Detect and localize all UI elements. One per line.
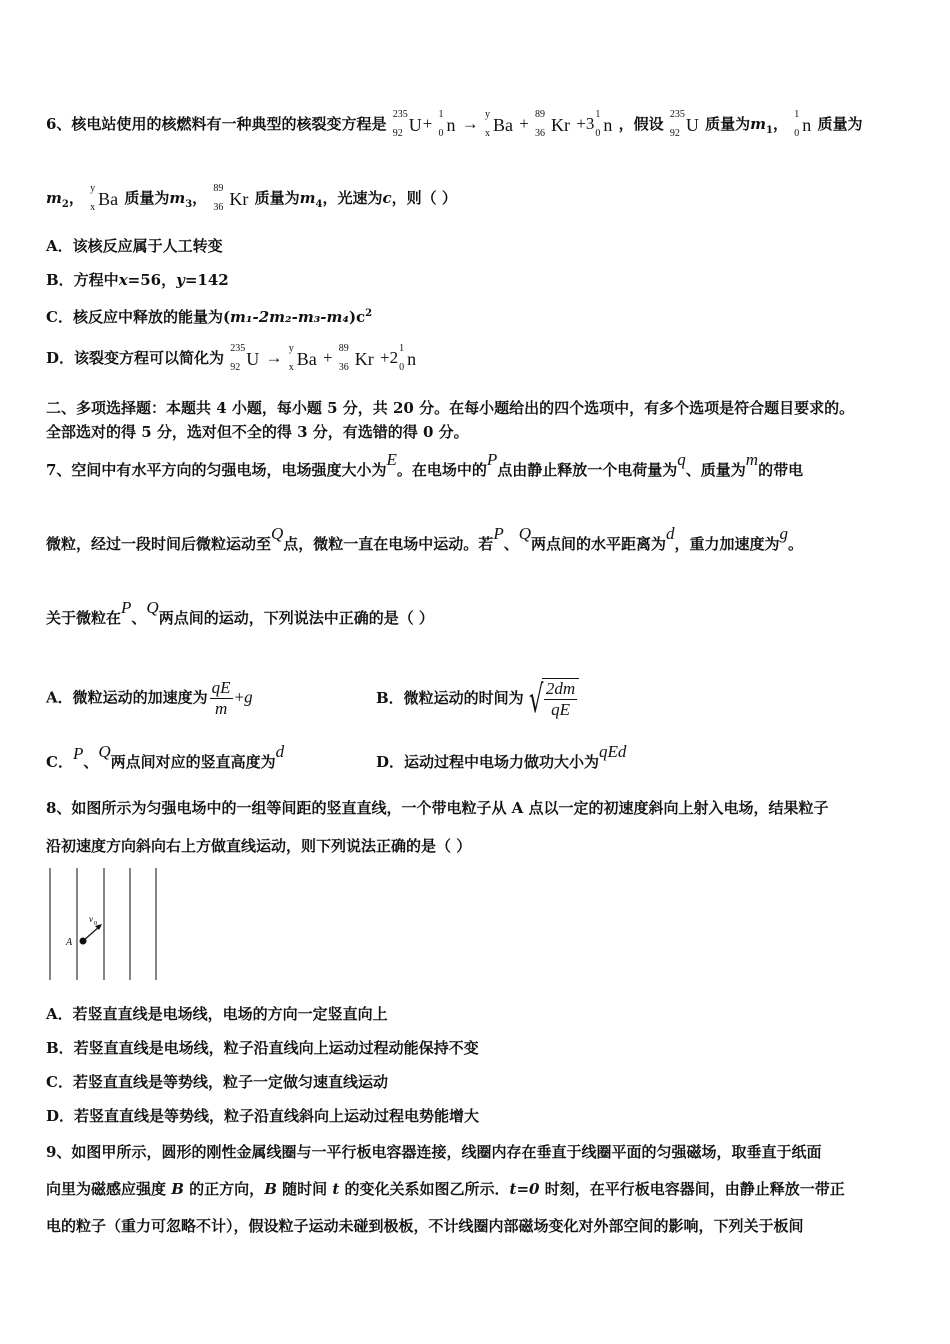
q6-line1: 6、核电站使用的核燃料有一种典型的核裂变方程是 235 92 U+ 1 0 n → y x Ba + 89 36 Kr +3 1 0 n ，假设 235 92 U 质量为$m_1$， 1 0 n 质量为 bbox=[46, 108, 863, 139]
nuclide-neutron: 1 0 n bbox=[595, 108, 613, 139]
q7-option-d[interactable]: D．运动过程中电场力做功大小为qEd bbox=[376, 742, 627, 771]
q6-option-b[interactable]: B．方程中x=56，y=142 bbox=[46, 271, 229, 289]
section2-header-line2: 全部选对的得 5 分，选对但不全的得 3 分，有选错的得 0 分。 bbox=[46, 423, 469, 441]
nuclide-neutron: 1 0 n bbox=[438, 108, 456, 139]
q7-option-a[interactable]: A．微粒运动的加速度为 $\frac{qE}{m}$ +g bbox=[46, 678, 253, 718]
q7-line2: 微粒，经过一段时间后微粒运动至Q点，微粒一直在电场中运动。若P、Q两点间的水平距离为d，重力加速度为g。 bbox=[46, 524, 804, 553]
q7-line1: 7、空间中有水平方向的匀强电场，电场强度大小为E。在电场中的P点由静止释放一个电荷量为q、质量为m的带电 bbox=[46, 450, 804, 479]
nuclide-kr: 89 36 Kr bbox=[338, 342, 374, 373]
nuclide-u235: 235 92 U bbox=[230, 342, 260, 373]
point-a-label: A bbox=[66, 937, 73, 948]
q8-option-a[interactable]: A．若竖直直线是电场线，电场的方向一定竖直向上 bbox=[46, 1005, 388, 1023]
q8-option-c[interactable]: C．若竖直直线是等势线，粒子一定做匀速直线运动 bbox=[46, 1073, 388, 1091]
q8-line1: 8、如图所示为匀强电场中的一组等间距的竖直直线，一个带电粒子从 A 点以一定的初速度斜向上射入电场，结果粒子 bbox=[46, 799, 829, 817]
nuclide-kr: 89 36 Kr bbox=[535, 108, 571, 139]
q9-line3: 电的粒子（重力可忽略不计），假设粒子运动未碰到极板，不计线圈内部磁场变化对外部空间的影响，下列关于板间 bbox=[46, 1217, 804, 1235]
q7-option-b[interactable]: B．微粒运动的时间为 √ $\frac{2dm}{qE}$ bbox=[376, 678, 579, 720]
q8-line2: 沿初速度方向斜向右上方做直线运动，则下列说法正确的是（ ） bbox=[46, 837, 472, 855]
nuclide-neutron: 1 0 n bbox=[399, 342, 417, 373]
q9-line1: 9、如图甲所示，圆形的刚性金属线圈与一平行板电容器连接，线圈内存在垂直于线圈平面的匀强磁场，取垂直于纸面 bbox=[46, 1143, 822, 1161]
field-lines-diagram bbox=[46, 868, 166, 984]
fraction-qe-over-m: $\frac{qE}{m}$ bbox=[211, 678, 231, 718]
q7-option-c[interactable]: C．P、Q两点间对应的竖直高度为d bbox=[46, 742, 285, 771]
nuclide-kr: 89 36 Kr bbox=[213, 182, 249, 213]
velocity-subscript: 0 bbox=[94, 921, 97, 927]
q8-option-d[interactable]: D．若竖直直线是等势线，粒子沿直线斜向上运动过程电势能增大 bbox=[46, 1107, 480, 1125]
nuclide-u235: 235 92 U bbox=[669, 108, 699, 139]
nuclide-ba: y x Ba bbox=[90, 182, 119, 213]
q6-option-c[interactable]: C．核反应中释放的能量为$(m_1-2m_2-m_3-m_4)c^2$ bbox=[46, 308, 373, 326]
nuclide-neutron: 1 0 n bbox=[794, 108, 812, 139]
q7-line3: 关于微粒在P、Q两点间的运动，下列说法中正确的是（ ） bbox=[46, 598, 434, 627]
q8-option-b[interactable]: B．若竖直直线是电场线，粒子沿直线向上运动过程动能保持不变 bbox=[46, 1039, 479, 1057]
nuclide-ba: y x Ba bbox=[484, 108, 513, 139]
q6-line2: $m_2$， y x Ba 质量为$m_3$， 89 36 Kr 质量为$m_4$，光速为c，则（ ） bbox=[46, 182, 457, 213]
q6-option-d[interactable]: D．该裂变方程可以简化为 235 92 U → y x Ba + 89 36 Kr +2 1 0 n bbox=[46, 342, 417, 373]
field-lines-figure bbox=[46, 868, 166, 984]
nuclide-ba: y x Ba bbox=[288, 342, 317, 373]
nuclide-u235: 235 92 U bbox=[392, 108, 422, 139]
section2-header-line1: 二、多项选择题：本题共 4 小题，每小题 5 分，共 20 分。在每小题给出的四个选项中，有多个选项是符合题目要求的。 bbox=[46, 399, 855, 417]
velocity-label: v bbox=[89, 914, 93, 924]
q6-option-a[interactable]: A．该核反应属于人工转变 bbox=[46, 237, 223, 255]
q9-line2: 向里为磁感应强度 B 的正方向，B 随时间 t 的变化关系如图乙所示．t=0 时刻，在平行板电容器间，由静止释放一带正 bbox=[46, 1180, 845, 1198]
sqrt-expression: √ $\frac{2dm}{qE}$ bbox=[524, 678, 580, 720]
